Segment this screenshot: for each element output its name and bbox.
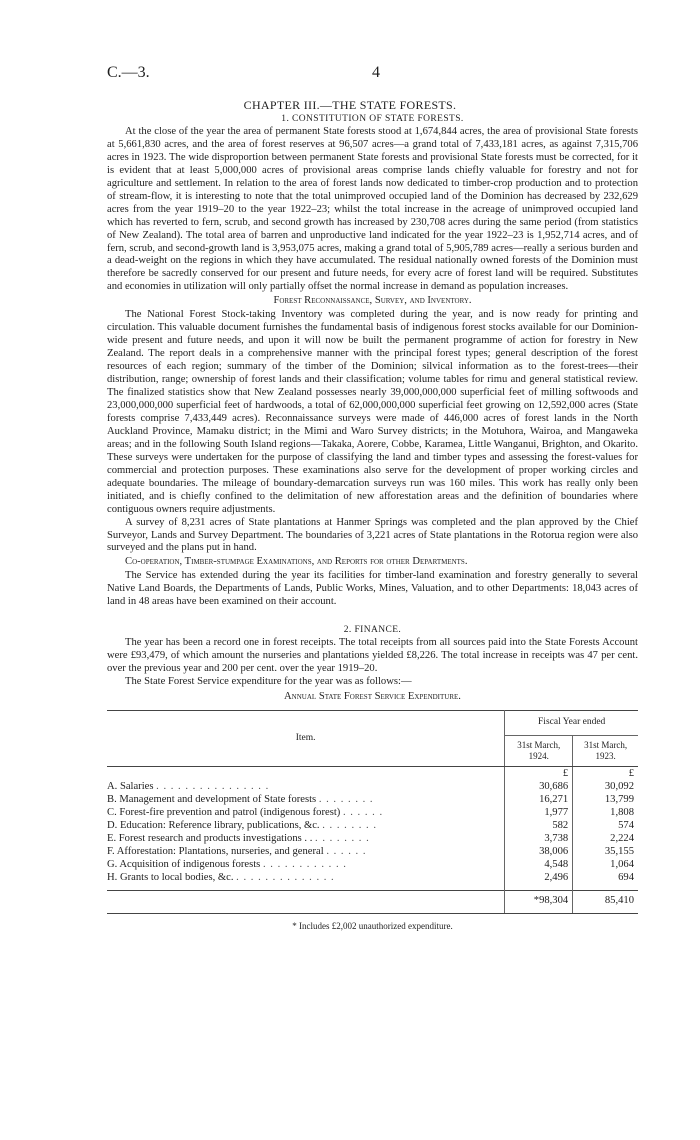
row-label: A. Salaries <box>107 780 154 792</box>
table-row: F. Afforestation: Plantations, nurseries, and general . . . . . . 38,006 35,155 <box>107 845 638 858</box>
report-code: C.—3. <box>107 64 150 81</box>
row-label: B. Management and development of State forests <box>107 793 317 805</box>
page-number: 4 <box>372 64 380 81</box>
total-row <box>107 890 638 913</box>
value-1923: 35,155 <box>573 845 638 858</box>
row-label: D. Education: Reference library, publications, &c. <box>107 819 320 831</box>
table-row: G. Acquisition of indigenous forests . . . . . . . . . . . . 4,548 1,064 <box>107 858 638 871</box>
value-1924: 582 <box>505 819 573 832</box>
chapter-title: CHAPTER III.—THE STATE FORESTS. <box>243 98 457 112</box>
table-row: E. Forest research and products investigations . . . . . . . . . . 3,738 2,224 <box>107 832 638 845</box>
table-row: B. Management and development of State forests . . . . . . . . 16,271 13,799 <box>107 793 638 806</box>
table-row: C. Forest-fire prevention and patrol (indigenous forest) . . . . . . 1,977 1,808 <box>107 806 638 819</box>
value-1924: 3,738 <box>505 832 573 845</box>
unit-1923: £ <box>573 766 638 780</box>
total-1924: *98,304 <box>505 890 573 913</box>
value-1924: 30,686 <box>505 780 573 793</box>
paragraph-expenditure-intro: The State Forest Service expenditure for the year was as follows:— <box>125 676 412 688</box>
subsection-title-cooperation: Co-operation, Timber-stumpage Examinations, and Reports for other Departments. <box>125 556 468 568</box>
value-1923: 574 <box>573 819 638 832</box>
value-1924: 2,496 <box>505 871 573 884</box>
value-1924: 38,006 <box>505 845 573 858</box>
value-1923: 30,092 <box>573 780 638 793</box>
paragraph-constitution: At the close of the year the area of permanent State forests stood at 1,674,844 acres, the area of provisional State forests at 5,661,830 acres, and the area of forest reserves at 96,507 acres—a grand total of 7,433,181 acres, as against 7,315,706 acres in 1923. The wide disproportion between permanent State forests and provisional State forests must be corrected, for it is evident that at least 5,000,000 acres of provisional areas comprise lands chiefly valuable for forestry and not for agriculture and settlement. In relation to the area of forest lands now dedicated to timber-crop production and to protection of stream-flow, it is interesting to note that the total unimproved occupied land of the Dominion has decreased by 232,629 acres from the year 1919–20 to the year 1922–23; whilst the total increase in the acreage of unimproved occupied land which has reverted to fern, scrub, and second growth has increased by 230,708 acres during the same period (from statistics of New Zealand). The total area of barren and unproductive land indicated for the year 1922–23 is 1,952,714 acres, and of fern, scrub, and second-growth land is 3,953,075 acres, making a grand total of 5,905,789 acres—really a serious burden and a dead-weight on the regions in which they have accumulated. The residual nationally owned forests of the Dominion must therefore be sacredly conserved for our present and future needs, for every acre of forest land will be required. Substitutes and economies in utilization will only partially offset the normal increase in demand as population increases. <box>107 125 638 293</box>
table-row: H. Grants to local bodies, &c. . . . . . . . . . . . . . . 2,496 694 <box>107 871 638 884</box>
section-title-finance: 2. FINANCE. <box>343 625 402 636</box>
table-footnote: * Includes £2,002 unauthorized expenditure. <box>292 920 453 931</box>
value-1924: 1,977 <box>505 806 573 819</box>
item-column-header: Item. <box>107 710 505 766</box>
value-1923: 1,808 <box>573 806 638 819</box>
value-1923: 694 <box>573 871 638 884</box>
total-1923: 85,410 <box>573 890 638 913</box>
row-label: E. Forest research and products investigations . . <box>107 832 313 844</box>
expenditure-table <box>107 710 638 914</box>
value-1924: 16,271 <box>505 793 573 806</box>
unit-1924: £ <box>505 766 573 780</box>
value-1923: 2,224 <box>573 832 638 845</box>
paragraph-cooperation: The Service has extended during the year its facilities for timber-land examination and forestry generally to several Native Land Boards, the Departments of Lands, Public Works, Mines, Valuation, and to other Departments: 18,043 acres of land in 48 areas have been examined on their account. <box>107 570 638 608</box>
row-label: C. Forest-fire prevention and patrol (indigenous forest) <box>107 806 341 818</box>
value-1924: 4,548 <box>505 858 573 871</box>
row-label: G. Acquisition of indigenous forests <box>107 858 261 870</box>
section-title-constitution: 1. CONSTITUTION OF STATE FORESTS. <box>281 114 464 124</box>
table-row: A. Salaries . . . . . . . . . . . . . . . . 30,686 30,092 <box>107 780 638 793</box>
fiscal-year-header: Fiscal Year ended <box>505 710 638 735</box>
column-header-1924: 31st March, 1924. <box>505 735 573 766</box>
value-1923: 13,799 <box>573 793 638 806</box>
value-1923: 1,064 <box>573 858 638 871</box>
table-row: D. Education: Reference library, publications, &c. . . . . . . . . 582 574 <box>107 819 638 832</box>
body-text <box>107 112 638 933</box>
paragraph-inventory: The National Forest Stock-taking Inventory was completed during the year, and is now ready for printing and circulation. This valuable document furnishes the fundamental basis of indigenous forest stocks available for our Dominion-wide present and future needs, and upon it will now be built the permanent programme of action for forestry in New Zealand. The report deals in a comprehensive manner with the principal forest types; general description of the forest resources of each region; summary of the timber of the Dominion; silvical information as to the forest-trees—their distribution, range; ownership of forest lands and their classification; volume tables for rimu and general statistical review. The finalized statistics show that New Zealand possesses nearly 39,000,000,000 superficial feet of milling softwoods and 23,000,000,000 superficial feet of hardwoods, a total of 62,000,000,000 superficial feet growing on 12,592,000 acres (State forests comprise 7,433,449 acres). Reconnaissance surveys were made of 446,000 acres of forest lands in the North Auckland Province, Mamaku district; in the Mimi and Waro Survey districts; in the Motuhora, Wairoa, and Mangaweka areas; and in the following South Island regions—Takaka, Aorere, Cobbe, Karamea, Little Wanganui, Brighton, and Okarito. These surveys were undertaken for the purpose of classifying the land and timber types and assessing the forest-values for commercial and protection purposes. These examinations also serve for the development of proper working circles and adequate boundaries. The mileage of boundary-demarcation surveys run was 160 miles. This work has really only been initiated, and is chiefly confined to the delimitation of new afforestation areas and the definition of boundaries where contiguous owners require adjustments. <box>107 309 638 515</box>
column-header-1923: 31st March, 1923. <box>573 735 638 766</box>
paragraph-receipts: The year has been a record one in forest receipts. The total receipts from all sources paid into the State Forests Account were £93,479, of which amount the nurseries and plantations yielded £8,226. The total increase in receipts was 47 per cent. over the previous year and 200 per cent. over the year 1919–20. <box>107 637 638 675</box>
paragraph-hanmer-survey: A survey of 8,231 acres of State plantations at Hanmer Springs was completed and the plan approved by the Chief Surveyor, Lands and Survey Department. The boundaries of 3,221 acres of State plantations in the Rotorua region were also surveyed and the plans put in hand. <box>107 516 638 554</box>
table-title: Annual State Forest Service Expenditure. <box>284 690 461 702</box>
row-label: F. Afforestation: Plantations, nurseries, and general <box>107 845 324 857</box>
row-label: H. Grants to local bodies, &c. <box>107 871 234 883</box>
subsection-title-reconnaissance: Forest Reconnaissance, Survey, and Inventory. <box>273 295 472 307</box>
